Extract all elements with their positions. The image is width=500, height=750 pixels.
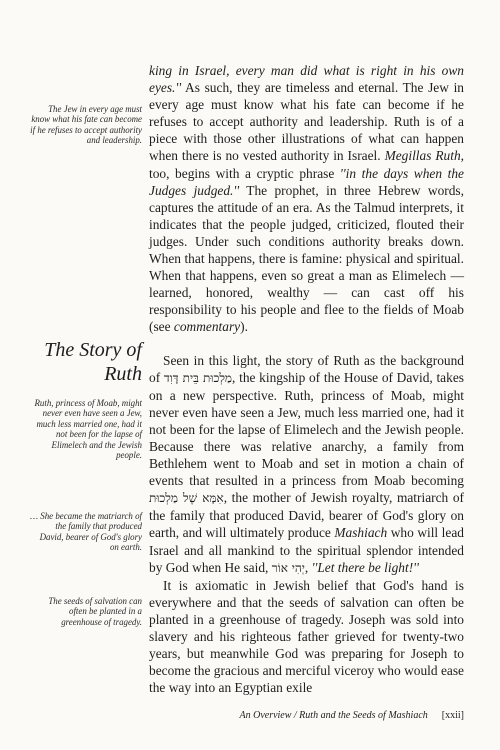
sidenote-matriarch: … She became the matriarch of the family that produced David, bearer of God's glory on earth. bbox=[30, 511, 142, 553]
sidenote-seeds: The seeds of salvation can often be planted in a greenhouse of tragedy. bbox=[48, 596, 142, 627]
page-number: [xxii] bbox=[441, 710, 464, 721]
hebrew-phrase: אִמָּא שֶׁל מַלְכוּת bbox=[149, 491, 224, 506]
hebrew-phrase: יְהִי אוֹר bbox=[271, 560, 305, 575]
sidenote-fate: The Jew in every age must know what his fate can become if he refuses to accept authority and leadership. bbox=[30, 104, 142, 146]
main-text bbox=[149, 62, 464, 696]
section-gap bbox=[149, 336, 464, 352]
paragraph-2: Seen in this light, the story of Ruth as the background of מַלְכוּת בֵּית דָּוִד, the kingship of the House of David, takes on a new perspective. Ruth, princess of Moab, might never even have seen a Jew, much less married one, had it not been for the lapse of Elimelech and the Jewish people. Because there was relative anarchy, a family from Bethlehem went to Moab and set in motion a chain of events that resulted in a princess from Moab becoming אִמָּא שֶׁל מַלְכוּת, the mother of Jewish royalty, matriarch of the family that produced David, bearer of God's glory on earth, and will ultimately produce Mashiach who will lead Israel and all mankind to the spiritual splendor intended by God when He said, יְהִי אוֹר, ''Let there be light!'' bbox=[149, 352, 464, 575]
page-footer bbox=[200, 710, 464, 722]
paragraph-1: king in Israel, every man did what is right in his own eyes.'' As such, they are timeless and eternal. The Jew in every age must know what his fate can become if he refuses to accept authority and leadership. Ruth is of a piece with those other illustrations of what can happen when there is no vested authority in Israel. Megillas Ruth, too, begins with a cryptic phrase ''in the days when the Judges judged.'' The prophet, in three Hebrew words, captures the attitude of an era. As the Talmud interprets, it indicates that the people judged, criticized, flouted their judges. Under such conditions authority breaks down. When that happens, there is famine: physical and spiritual. When that happens, even so great a man as Elimelech — learned, honored, wealthy — can cast off his responsibility to his people and flee to the fields of Moab (see commentary). bbox=[149, 63, 464, 335]
hebrew-phrase: מַלְכוּת בֵּית דָּוִד bbox=[163, 370, 233, 385]
sidenote-ruth-princess: Ruth, princess of Moab, might never even have seen a Jew, much less married one, had it not been for the lapse of Elimelech and the Jewish people. bbox=[34, 398, 142, 461]
section-title: The Story of Ruth bbox=[44, 339, 142, 385]
running-title: An Overview / Ruth and the Seeds of Mashiach bbox=[239, 710, 428, 721]
paragraph-3: It is axiomatic in Jewish belief that God's hand is everywhere and that the seeds of salvation can often be planted in a greenhouse of tragedy. Joseph was sold into slavery and his righteous father grieved for twenty-two years, but meanwhile God was preparing for Joseph to become the gracious and merciful viceroy who would ease the way into an Egyptian exile bbox=[149, 577, 464, 696]
